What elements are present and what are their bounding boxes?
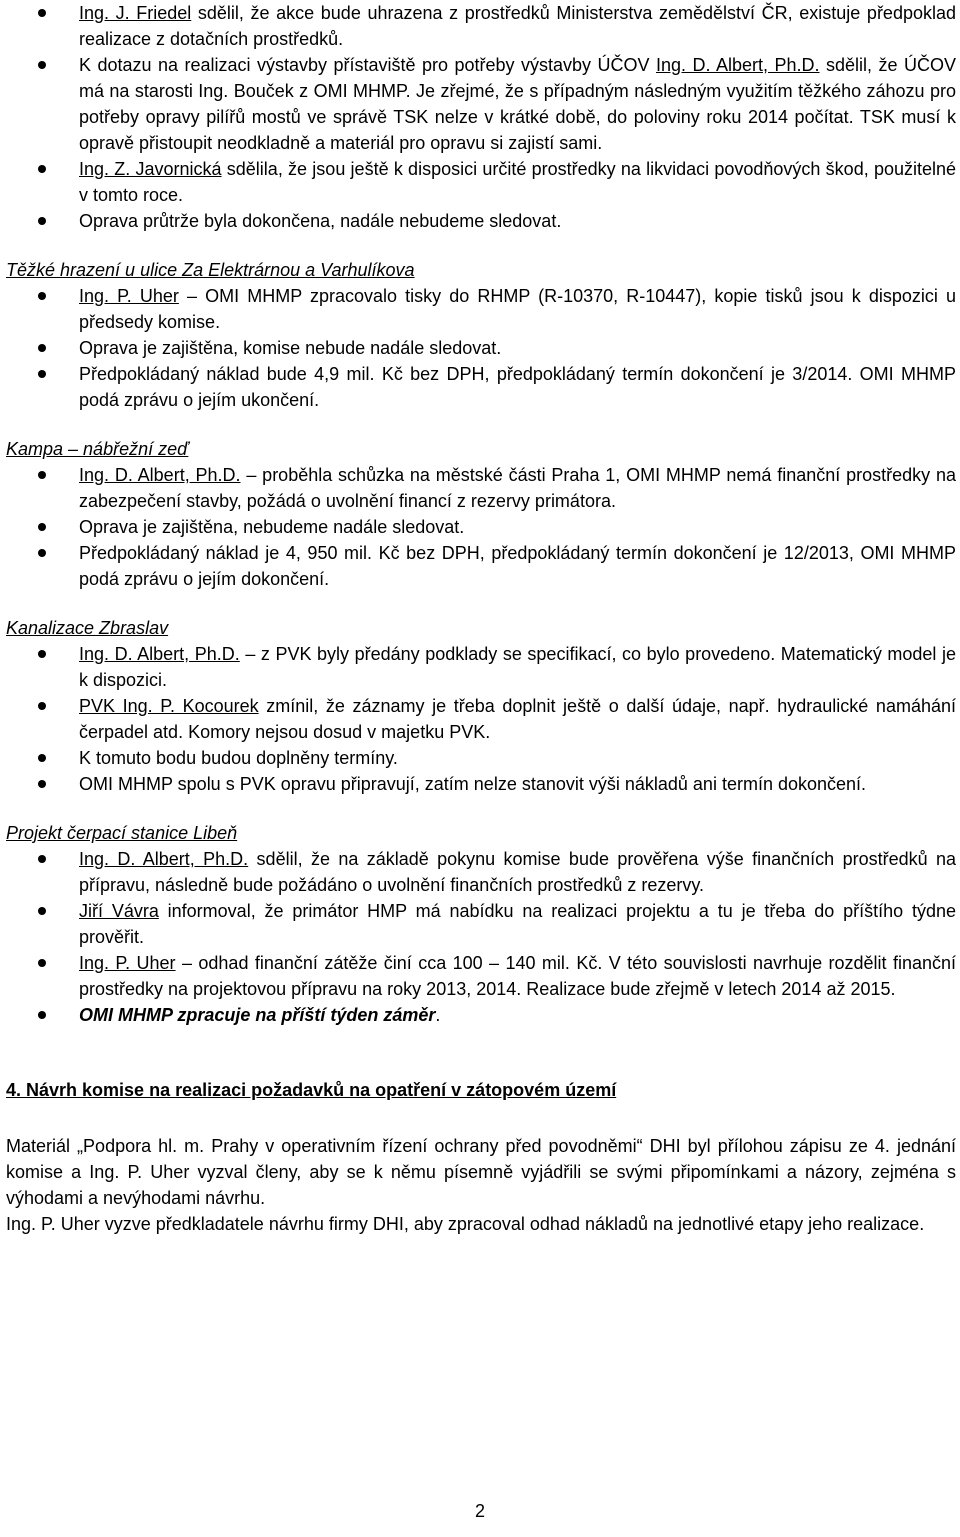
item-text: zmínil, že záznamy je třeba doplnit ještě o další údaje, např. hydraulické namáhání čerpadel atd. Komory nejsou dosud v majetku PVK. bbox=[79, 696, 956, 742]
list-item bbox=[6, 462, 956, 514]
list-item bbox=[6, 156, 956, 208]
item-text: . bbox=[435, 1005, 441, 1025]
paragraph: Materiál „Podpora hl. m. Prahy v operativním řízení ochrany před povodněmi“ DHI byl přílohou zápisu ze 4. jednání komise a Ing. P. Uher vyzval členy, aby se k němu písemně vyjádřili se svými připomínkami a názory, zejména s výhodami a nevýhodami návrhu. bbox=[6, 1136, 956, 1208]
person-name: Ing. D. Albert, Ph.D. bbox=[79, 849, 249, 869]
spacer bbox=[6, 797, 956, 820]
emphasis-text: OMI MHMP zpracuje na příští týden záměr bbox=[79, 1005, 436, 1025]
bullet-list-ucov bbox=[6, 0, 956, 234]
list-item bbox=[6, 1002, 956, 1028]
item-text: – proběhla schůzka na městské části Praha 1, OMI MHMP nemá finanční prostředky na zabezpečení stavby, požádá o uvolnění financí z rezervy primátora. bbox=[79, 465, 956, 511]
item-text: Oprava je zajištěna, komise nebude nadále sledovat. bbox=[79, 338, 502, 358]
spacer bbox=[6, 592, 956, 615]
list-item bbox=[6, 540, 956, 592]
item-text: – OMI MHMP zpracovalo tisky do RHMP (R-10370, R-10447), kopie tisků jsou k dispozici u předsedy komise. bbox=[79, 286, 956, 332]
page-number: 2 bbox=[474, 1501, 485, 1521]
item-text: Oprava průtrže byla dokončena, nadále nebudeme sledovat. bbox=[79, 211, 562, 231]
bullet-list-liben bbox=[6, 846, 956, 1028]
item-text: sdělil, že akce bude uhrazena z prostředků Ministerstva zemědělství ČR, existuje předpoklad realizace z dotačních prostředků. bbox=[79, 3, 956, 49]
document-page bbox=[6, 0, 956, 1237]
spacer bbox=[6, 234, 956, 257]
list-item bbox=[6, 641, 956, 693]
bullet-list-tezke-hrazeni bbox=[6, 283, 956, 413]
list-item bbox=[6, 745, 956, 771]
list-item bbox=[6, 693, 956, 745]
paragraph: Ing. P. Uher vyzve předkladatele návrhu firmy DHI, aby zpracoval odhad nákladů na jednotlivé etapy jeho realizace. bbox=[6, 1214, 925, 1234]
item-text: sdělila, že jsou ještě k disposici určité prostředky na likvidaci povodňových škod, použitelné v tomto roce. bbox=[79, 159, 957, 205]
person-name: Ing. D. Albert, Ph.D. bbox=[79, 644, 240, 664]
person-name: PVK Ing. P. Kocourek bbox=[79, 696, 259, 716]
item-text: K tomuto bodu budou doplněny termíny. bbox=[79, 748, 398, 768]
list-item bbox=[6, 335, 956, 361]
person-name: Ing. D. Albert, Ph.D. bbox=[79, 465, 241, 485]
bullet-list-kampa bbox=[6, 462, 956, 592]
item-text: Předpokládaný náklad bude 4,9 mil. Kč bez DPH, předpokládaný termín dokončení je 3/2014. OMI MHMP podá zprávu o jejím ukončení. bbox=[79, 364, 956, 410]
section-heading: Kampa – nábřežní zeď bbox=[6, 439, 189, 459]
item-text: Předpokládaný náklad je 4, 950 mil. Kč bez DPH, předpokládaný termín dokončení je 12/2013, OMI MHMP podá zprávu o jejím dokončení. bbox=[79, 543, 956, 589]
section-heading: Projekt čerpací stanice Libeň bbox=[6, 823, 238, 843]
section-heading: Kanalizace Zbraslav bbox=[6, 618, 169, 638]
item-text: sdělil, že ÚČOV má na starosti Ing. Bouček z OMI MHMP. Je zřejmé, že s případným následným využitím těžkého záhozu pro potřeby opravy pilířů mostů ve správě TSK nelze v krátké době, do poloviny roku 2014 počítat. TSK musí k opravě přistoupit neodkladně a materiál pro opravu si zajistí sami. bbox=[79, 55, 956, 153]
item-text: – odhad finanční zátěže činí cca 100 – 140 mil. Kč. V této souvislosti navrhuje rozdělit finanční prostředky na projektovou přípravu na roky 2013, 2014. Realizace bude zřejmě v letech 2014 až 2015. bbox=[79, 953, 956, 999]
person-name: Ing. P. Uher bbox=[79, 953, 176, 973]
item-text: OMI MHMP spolu s PVK opravu připravují, zatím nelze stanovit výši nákladů ani termín dokončení. bbox=[79, 774, 867, 794]
person-name: Ing. D. Albert, Ph.D. bbox=[656, 55, 820, 75]
item-text: sdělil, že na základě pokynu komise bude prověřena výše finančních prostředků na přípravu, následně bude požádáno o uvolnění finančních prostředků z rezervy. bbox=[79, 849, 957, 895]
person-name: Ing. Z. Javornická bbox=[79, 159, 222, 179]
list-item bbox=[6, 0, 956, 52]
list-item bbox=[6, 898, 956, 950]
item-text: Oprava je zajištěna, nebudeme nadále sledovat. bbox=[79, 517, 465, 537]
item-text: – z PVK byly předány podklady se specifikací, co bylo provedeno. Matematický model je k dispozici. bbox=[79, 644, 956, 690]
spacer bbox=[6, 1028, 956, 1077]
spacer bbox=[6, 413, 956, 436]
section-heading: Těžké hrazení u ulice Za Elektrárnou a Varhulíkova bbox=[6, 260, 415, 280]
list-item bbox=[6, 846, 956, 898]
list-item bbox=[6, 950, 956, 1002]
item-text: informoval, že primátor HMP má nabídku na realizaci projektu a tu je třeba do příštího týdne prověřit. bbox=[79, 901, 956, 947]
list-item bbox=[6, 361, 956, 413]
bullet-list-kanalizace bbox=[6, 641, 956, 797]
list-item bbox=[6, 208, 956, 234]
person-name: Jiří Vávra bbox=[79, 901, 159, 921]
section-heading: 4. Návrh komise na realizaci požadavků na opatření v zátopovém území bbox=[6, 1080, 617, 1100]
list-item bbox=[6, 52, 956, 156]
item-text: K dotazu na realizaci výstavby přístaviště pro potřeby výstavby ÚČOV bbox=[79, 55, 657, 75]
list-item bbox=[6, 771, 956, 797]
list-item bbox=[6, 283, 956, 335]
person-name: Ing. J. Friedel bbox=[79, 3, 192, 23]
person-name: Ing. P. Uher bbox=[79, 286, 179, 306]
spacer bbox=[6, 1103, 956, 1133]
list-item bbox=[6, 514, 956, 540]
